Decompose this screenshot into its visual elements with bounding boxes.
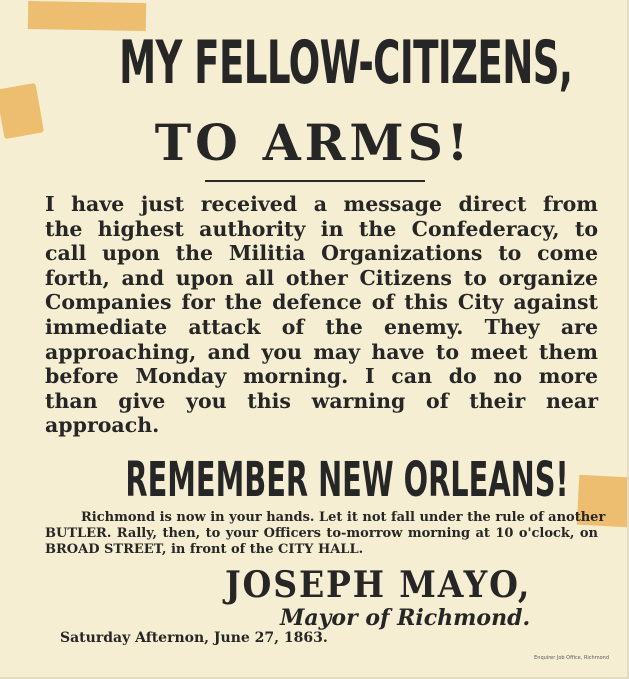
divider-rule [205,180,425,182]
proclamation-body [45,192,598,438]
body-line: call upon the Militia Organizations to come [45,241,598,266]
body-line: approach. [45,413,160,438]
body-line: before Monday morning. I can do no more [45,364,598,389]
body-line: Companies for the defence of this City against [45,290,598,315]
body-line: forth, and upon all other Citizens to organize [45,265,598,290]
notice-paragraph [45,510,606,558]
body-line: the highest authority in the Confederacy, to [45,216,598,241]
notice-line: BUTLER. Rally, then, to your Officers to-morrow morning at 10 o'clock, on [45,526,598,541]
date-line: Saturday Afternon, June 27, 1863. [60,630,328,646]
notice-line: Richmond is now in your hands. Let it not fall under the rule of another [81,510,606,525]
body-line: than give you this warning of their near [45,388,598,413]
body-line: immediate attack of the enemy. They are [45,314,598,339]
signatory-title: Mayor of Richmond. [280,605,531,631]
poster-subheadline: TO ARMS! [154,113,473,172]
signatory-name: JOSEPH MAYO, [225,564,532,606]
body-line: approaching, and you may have to meet them [45,339,598,364]
slogan-heading: REMEMBER NEW ORLEANS! [125,452,569,508]
poster-headline: MY FELLOW-CITIZENS, [119,28,573,98]
body-line: I have just received a message direct from [45,192,598,216]
printer-imprint: Enquirer Job Office, Richmond [534,655,609,661]
tape-piece-top [28,1,146,31]
notice-line: BROAD STREET, in front of the CITY HALL. [45,542,364,557]
